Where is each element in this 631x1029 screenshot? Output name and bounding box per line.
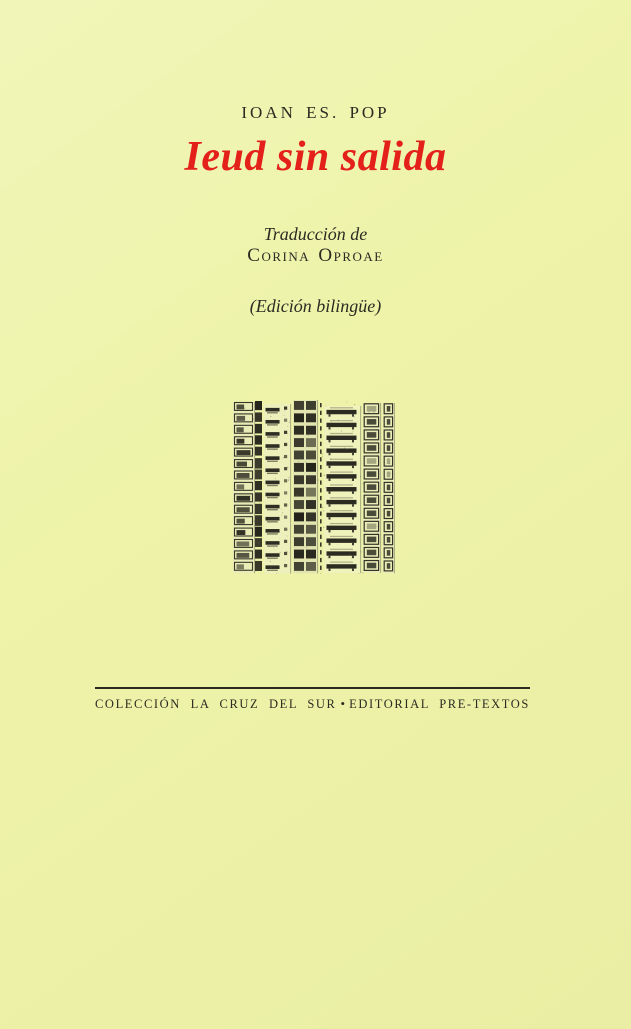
- edition-note: (Edición bilingüe): [249, 296, 382, 316]
- footer: [95, 696, 530, 712]
- apartment-blocks-illustration: [233, 400, 395, 574]
- footer-rule: [95, 687, 530, 689]
- author-name: IOAN ES. POP: [241, 103, 390, 122]
- bullet-separator-icon: •: [340, 696, 346, 711]
- apartment-blocks-svg: [233, 400, 395, 574]
- publisher-name: EDITORIAL PRE-TEXTOS: [349, 697, 530, 711]
- translator-name: Corina Oproae: [247, 245, 384, 266]
- collection-name: COLECCIÓN LA CRUZ DEL SUR: [95, 697, 337, 711]
- translation-label: Traducción de: [263, 224, 368, 244]
- book-title: Ieud sin salida: [184, 134, 447, 180]
